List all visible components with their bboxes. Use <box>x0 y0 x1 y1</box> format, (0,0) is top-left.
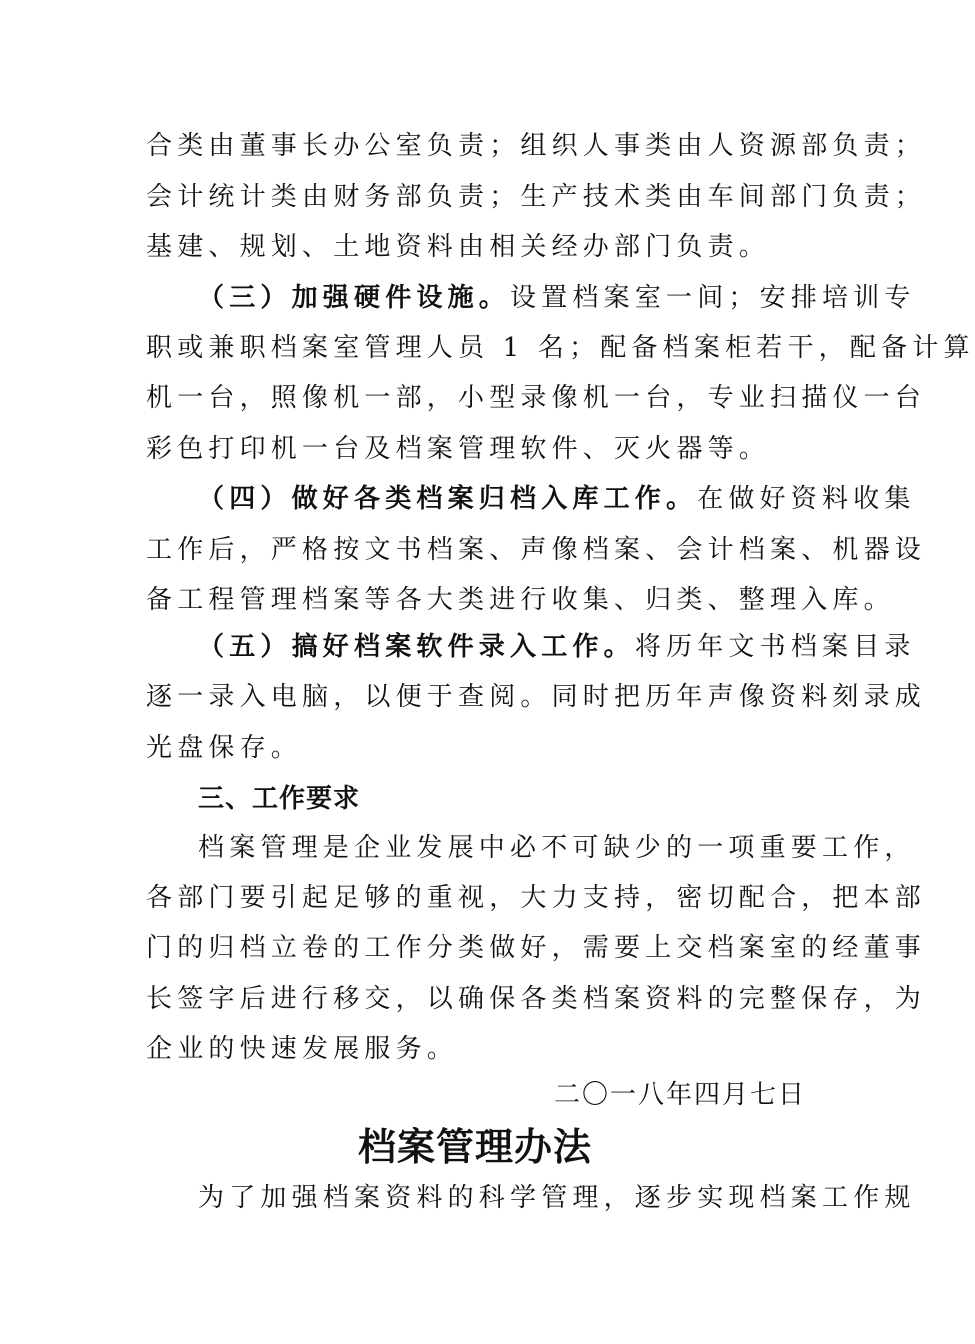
body-line: 职或兼职档案室管理人员 1 名；配备档案柜若干，配备计算 <box>146 333 975 363</box>
body-line: 逐一录入电脑，以便于查阅。同时把历年声像资料刻录成 <box>146 682 927 712</box>
body-line: 合类由董事长办公室负责；组织人事类由人资源部负责； <box>146 131 927 161</box>
item-three-text: 设置档案室一间；安排培训专 <box>510 283 916 313</box>
body-line: 工作后，严格按文书档案、声像档案、会计档案、机器设 <box>146 535 927 565</box>
body-line: 会计统计类由财务部负责；生产技术类由车间部门负责； <box>146 182 927 212</box>
document-date: 二〇一八年四月七日 <box>554 1080 807 1110</box>
body-line: 基建、规划、土地资料由相关经办部门负责。 <box>146 232 771 262</box>
section-heading: 三、工作要求 <box>198 784 361 814</box>
body-line: 档案管理是企业发展中必不可缺少的一项重要工作， <box>198 833 916 863</box>
document-title: 档案管理办法 <box>357 1125 592 1169</box>
item-five-lead: （五）搞好档案软件录入工作。 <box>198 632 635 662</box>
body-line: 彩色打印机一台及档案管理软件、灭火器等。 <box>146 434 771 464</box>
item-five-text: 将历年文书档案目录 <box>634 632 916 662</box>
body-line: 备工程管理档案等各大类进行收集、归类、整理入库。 <box>146 585 895 615</box>
body-line: 机一台，照像机一部，小型录像机一台，专业扫描仪一台 <box>146 383 927 413</box>
body-line: 为了加强档案资料的科学管理，逐步实现档案工作规 <box>198 1183 916 1213</box>
item-four-first-line <box>198 484 916 514</box>
item-five-first-line <box>198 632 916 662</box>
item-four-text: 在做好资料收集 <box>697 484 916 514</box>
item-three-first-line <box>198 283 916 313</box>
item-four-lead: （四）做好各类档案归档入库工作。 <box>198 484 698 514</box>
body-line: 各部门要引起足够的重视，大力支持，密切配合，把本部 <box>146 883 927 913</box>
body-line: 光盘保存。 <box>146 733 303 763</box>
body-line: 企业的快速发展服务。 <box>146 1034 459 1064</box>
item-three-lead: （三）加强硬件设施。 <box>198 283 511 313</box>
body-line: 门的归档立卷的工作分类做好，需要上交档案室的经董事 <box>146 933 927 963</box>
body-line: 长签字后进行移交，以确保各类档案资料的完整保存，为 <box>146 984 927 1014</box>
